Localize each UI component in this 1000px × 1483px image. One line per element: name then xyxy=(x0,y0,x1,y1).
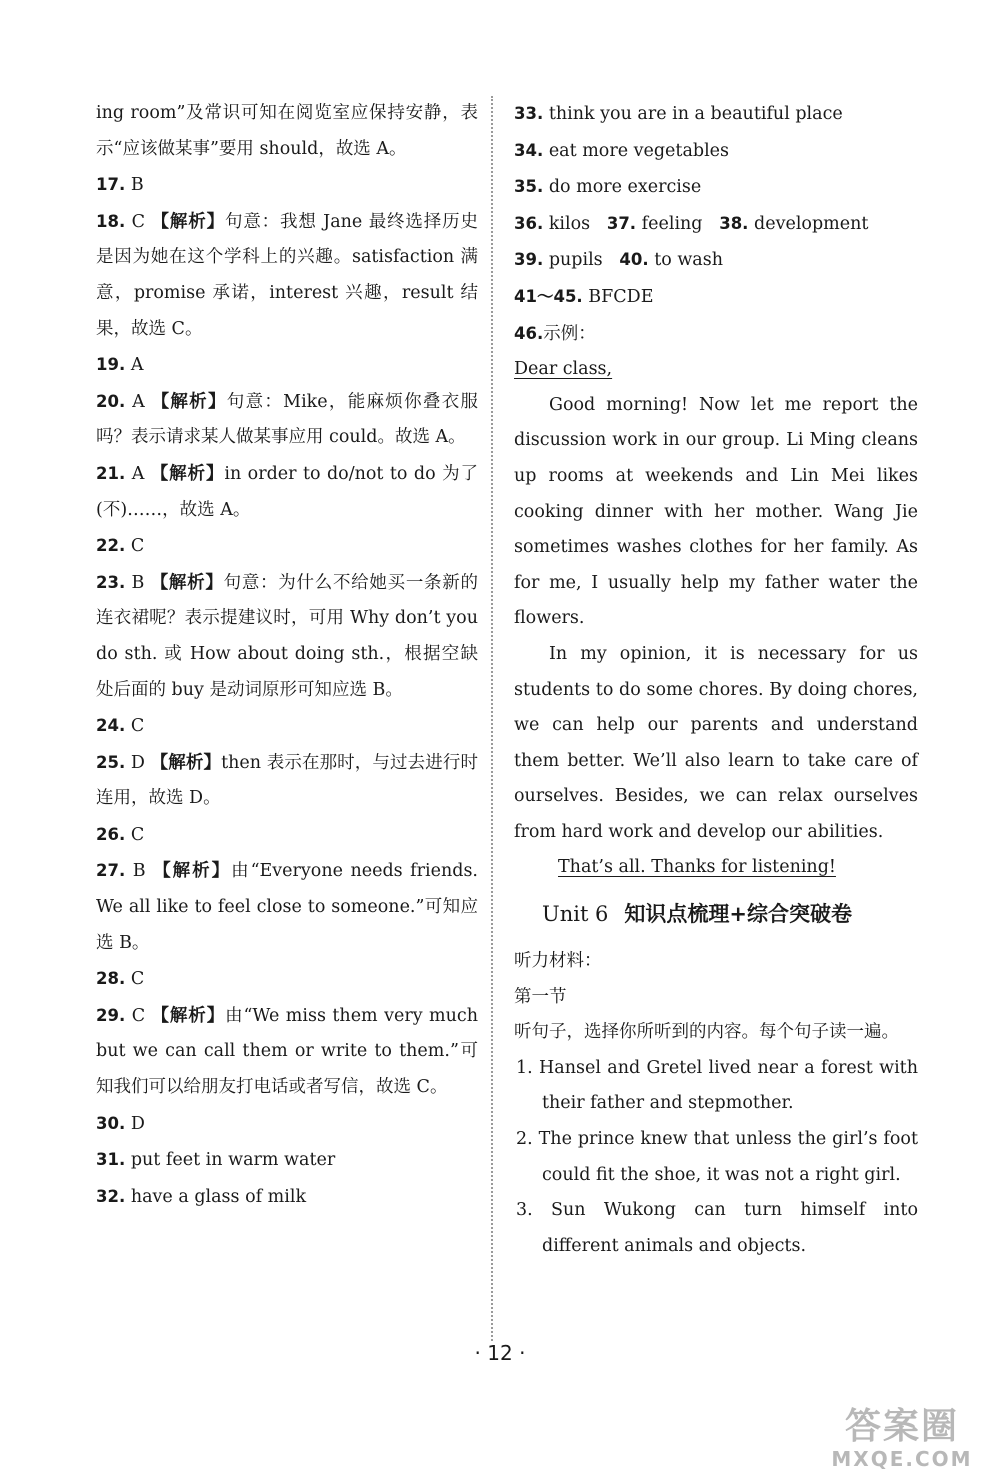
answers-36-38: 36. kilos 37. feeling 38. development xyxy=(514,213,869,234)
answer-30: 30. D xyxy=(96,1113,145,1134)
answer-33: 33. think you are in a beautiful place xyxy=(514,104,843,124)
listening-item-2: 2. The prince knew that unless the girl’s foot could fit the shoe, it was not a right girl. xyxy=(516,1129,918,1185)
answer-17: 17. B xyxy=(96,175,144,196)
answer-19: 19. A xyxy=(96,355,144,376)
right-column xyxy=(514,96,918,1264)
listening-item-1: 1. Hansel and Gretel lived near a forest with their father and stepmother. xyxy=(516,1057,918,1114)
answer-20: 20. A 【解析】句意：Mike，能麻烦你叠衣服吗？表示请求某人做某事应用 could。故选 A。 xyxy=(96,391,478,448)
unit-heading xyxy=(542,894,918,934)
column-divider xyxy=(491,96,493,1341)
listening-heading: 听力材料： xyxy=(514,951,602,972)
essay-paragraph-1: Good morning! Now let me report the discussion work in our group. Li Ming cleans up rooms at weekends and Lin Mei likes cooking dinner with her mother. Wang Jie sometimes washes clothes for her family. As for me, I usually help my father water the flowers. xyxy=(514,394,918,629)
essay-closing: That’s all. Thanks for listening! xyxy=(558,857,836,878)
answer-27: 27. B 【解析】由“Everyone needs friends. We all like to feel close to someone.”可知应选 B。 xyxy=(96,861,478,953)
watermark-line-1: 答案圈 xyxy=(844,1406,959,1447)
answer-26: 26. C xyxy=(96,824,145,845)
answer-24: 24. C xyxy=(96,716,145,737)
answers-39-40: 39. pupils 40. to wash xyxy=(514,250,723,271)
unit-label: Unit 6 xyxy=(542,902,609,927)
answer-28: 28. C xyxy=(96,969,145,990)
answer-23: 23. B 【解析】句意：为什么不给她买一条新的连衣裙呢？表示提建议时，可用 Why don’t you do sth. 或 How about doing sth.，根据空缺处后面的 buy 是动词原形可知应选 B。 xyxy=(96,572,479,700)
continued-explanation: ing room”及常识可知在阅览室应保持安静，表示“应该做某事”要用 should，故选 A。 xyxy=(96,103,478,159)
answer-25: 25. D 【解析】then 表示在那时，与过去进行时连用，故选 D。 xyxy=(96,752,478,809)
answers-41-45: 41～45. BFCDE xyxy=(514,286,654,307)
answer-22: 22. C xyxy=(96,536,145,557)
answer-18: 18. C 【解析】句意：我想 Jane 最终选择历史是因为她在这个学科上的兴趣。satisfaction 满意，promise 承诺，interest 兴趣，result 结果，故选 C。 xyxy=(96,211,478,339)
listening-section: 第一节 xyxy=(514,986,567,1007)
listening-item-3: 3. Sun Wukong can turn himself into different animals and objects. xyxy=(516,1200,918,1256)
listening-instruction: 听句子，选择你所听到的内容。每个句子读一遍。 xyxy=(514,1022,899,1043)
answer-32: 32. have a glass of milk xyxy=(96,1186,307,1207)
unit-title: 知识点梳理+综合突破卷 xyxy=(624,902,853,927)
answer-21: 21. A 【解析】in order to do/not to do 为了(不)……，故选 A。 xyxy=(96,463,478,520)
left-column xyxy=(96,96,478,1215)
watermark-logo xyxy=(818,1405,986,1475)
answer-34: 34. eat more vegetables xyxy=(514,140,730,161)
answer-31: 31. put feet in warm water xyxy=(96,1150,336,1171)
answer-29: 29. C 【解析】由“We miss them very much but we can call them or write to them.”可知我们可以给朋友打电话或者写信，故选 C。 xyxy=(96,1005,478,1098)
essay-salutation: Dear class, xyxy=(514,359,613,380)
answer-46: 46.示例： xyxy=(514,323,596,344)
page-number: · 12 · xyxy=(474,1341,526,1365)
answer-35: 35. do more exercise xyxy=(514,177,702,198)
essay-paragraph-2: In my opinion, it is necessary for us students to do some chores. By doing chores, we can help our parents and understand them better. We’ll also learn to take care of ourselves. Besides, we can relax ourselves from hard work and develop our abilities. xyxy=(514,643,918,842)
watermark-line-2: MXQE.COM xyxy=(831,1447,973,1471)
